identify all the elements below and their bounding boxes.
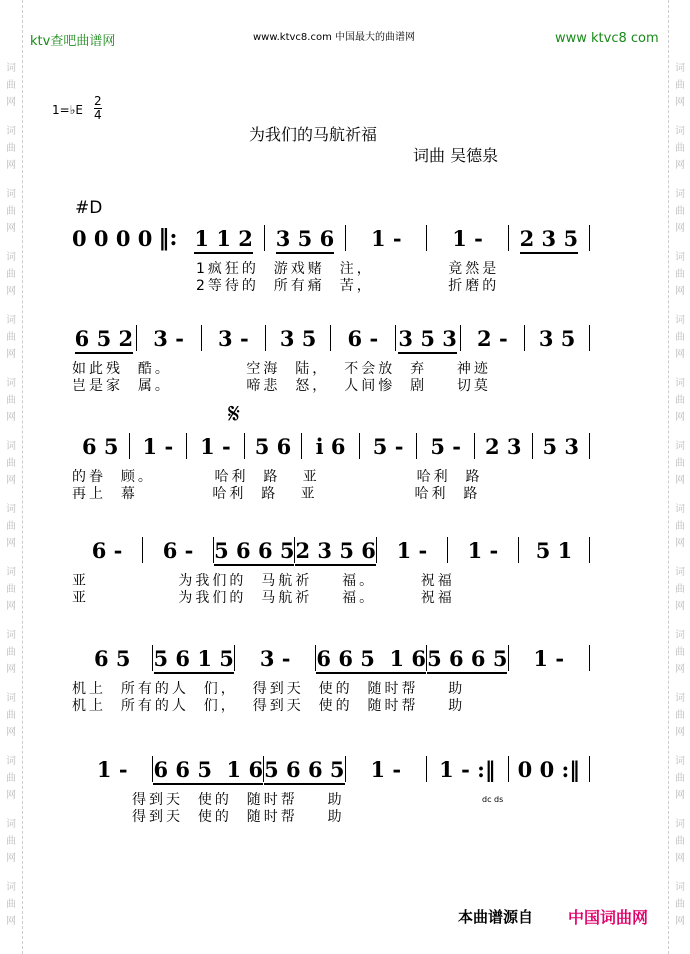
measure bbox=[72, 226, 152, 251]
right-border bbox=[668, 0, 669, 954]
measure bbox=[302, 434, 359, 459]
measure-notes: 3 5 bbox=[279, 325, 317, 351]
measure-notes: 6 - bbox=[162, 537, 194, 563]
measure bbox=[264, 757, 344, 782]
lyric-line: 亚 为我们的 马航祈 福。 祝福 bbox=[72, 573, 455, 589]
repeat-sign bbox=[158, 225, 177, 251]
measure-notes: 3 - bbox=[259, 645, 291, 671]
measure-notes: 1 - bbox=[96, 756, 128, 782]
measure bbox=[295, 538, 375, 563]
measure-notes: 5 - bbox=[372, 433, 404, 459]
measure-notes: 1 - bbox=[467, 537, 499, 563]
site-url-right[interactable]: www ktvc8 com bbox=[555, 31, 659, 46]
lyric-line: 2等待的 所有痛 苦， 折磨的 bbox=[196, 278, 500, 294]
measure bbox=[360, 434, 417, 459]
watermark-text: 词曲网 bbox=[6, 567, 16, 612]
watermark-text: 词曲网 bbox=[6, 63, 16, 108]
score-row bbox=[72, 645, 590, 671]
measure-notes: 1 - bbox=[200, 433, 231, 459]
measure bbox=[72, 538, 142, 563]
watermark-text: 词曲网 bbox=[675, 315, 685, 360]
measure-notes: i 6 bbox=[315, 433, 346, 459]
measure bbox=[72, 434, 129, 459]
watermark-text: 词曲网 bbox=[6, 252, 16, 297]
watermark-text: 词曲网 bbox=[675, 882, 685, 927]
measure bbox=[153, 757, 263, 782]
lyric-line: 得到天 使的 随时帮 助 bbox=[132, 809, 345, 825]
measure bbox=[137, 326, 201, 351]
lyric-line: 的眷 顾。 哈利 路 亚 哈利 路 bbox=[72, 469, 483, 485]
measure-notes: 3 - bbox=[153, 325, 184, 351]
measure-notes: ‖: bbox=[158, 225, 178, 251]
measure-notes: 6 5 bbox=[93, 645, 131, 671]
measure bbox=[346, 757, 426, 782]
measure bbox=[525, 326, 589, 351]
measure bbox=[266, 326, 330, 351]
measure-notes: 5 6 6 5 bbox=[264, 757, 344, 785]
measure-notes: 2 - bbox=[477, 325, 508, 351]
measure-notes: 1 - bbox=[142, 433, 174, 459]
measure-notes: 5 6 1 5 bbox=[154, 646, 234, 674]
lyric-line: 得到天 使的 随时帮 助 bbox=[132, 792, 345, 808]
measure bbox=[143, 538, 213, 563]
footer-site-link[interactable]: 中国词曲网 bbox=[568, 908, 649, 927]
footer-source-label: 本曲谱源自 bbox=[458, 908, 534, 926]
measure bbox=[475, 434, 532, 459]
watermark-text: 词曲网 bbox=[675, 567, 685, 612]
watermark-text: 词曲网 bbox=[675, 504, 685, 549]
measure bbox=[187, 434, 244, 459]
measure-notes: 3 5 3 bbox=[398, 326, 456, 354]
dc-ds-mark: dc ds bbox=[482, 795, 504, 804]
lyric-line: 亚 为我们的 马航祈 福。 祝福 bbox=[72, 590, 455, 606]
measure-notes: 1 - bbox=[452, 225, 483, 251]
watermark-text: 词曲网 bbox=[675, 63, 685, 108]
score-row bbox=[72, 756, 590, 782]
measure-notes: 1 - bbox=[370, 756, 402, 782]
lyric-line: 如此残 酷。 空海 陆， 不会放 弃 神迹 bbox=[72, 361, 491, 377]
left-border bbox=[22, 0, 23, 954]
watermark-text: 词曲网 bbox=[6, 378, 16, 423]
measure bbox=[461, 326, 525, 351]
segno-icon: 𝄋 bbox=[228, 397, 241, 430]
site-logo-left[interactable]: ktv查吧曲谱网 bbox=[30, 34, 116, 49]
bar-line bbox=[589, 537, 590, 563]
site-banner: www.ktvc8.com 中国最大的曲谱网 bbox=[253, 32, 416, 43]
measure-notes: 5 6 bbox=[254, 433, 292, 459]
lyric-line: 机上 所有的人 们， 得到天 使的 随时帮 助 bbox=[72, 698, 466, 714]
time-signature bbox=[94, 95, 102, 122]
measure bbox=[72, 757, 152, 782]
lyric-line: 再上 幕 哈利 路 亚 哈利 路 bbox=[72, 486, 481, 502]
measure-notes: 6 5 bbox=[82, 433, 119, 459]
measure bbox=[316, 646, 426, 671]
measure-notes: 1 - bbox=[370, 225, 402, 251]
watermark-text: 词曲网 bbox=[6, 819, 16, 864]
measure bbox=[72, 646, 152, 671]
measure bbox=[427, 226, 507, 251]
score-row bbox=[72, 433, 590, 459]
measure bbox=[417, 434, 474, 459]
watermark-text: 词曲网 bbox=[675, 630, 685, 675]
measure bbox=[396, 326, 460, 351]
score-row bbox=[72, 225, 590, 251]
measure-notes: 5 6 6 5 bbox=[427, 646, 507, 674]
score-row bbox=[72, 537, 590, 563]
measure-notes: 2 3 5 bbox=[520, 226, 578, 254]
measure-notes: 5 - bbox=[430, 433, 461, 459]
measure bbox=[265, 226, 345, 251]
watermark-text: 词曲网 bbox=[675, 756, 685, 801]
modulation-mark: #D bbox=[75, 198, 103, 218]
measure bbox=[427, 646, 507, 671]
time-bottom: 4 bbox=[94, 108, 102, 122]
watermark-text: 词曲网 bbox=[6, 189, 16, 234]
measure bbox=[184, 226, 264, 251]
lyric-line: 1疯狂的 游戏赌 注， 竟然是 bbox=[196, 261, 500, 277]
watermark-text: 词曲网 bbox=[6, 504, 16, 549]
measure bbox=[130, 434, 187, 459]
song-author: 词曲 吴德泉 bbox=[413, 146, 499, 165]
measure-notes: 3 - bbox=[218, 325, 249, 351]
watermark-text: 词曲网 bbox=[675, 441, 685, 486]
watermark-text: 词曲网 bbox=[675, 693, 685, 738]
watermark-text: 词曲网 bbox=[6, 315, 16, 360]
measure bbox=[509, 646, 589, 671]
lyric-line: 机上 所有的人 们， 得到天 使的 随时帮 助 bbox=[72, 681, 466, 697]
watermark-text: 词曲网 bbox=[6, 756, 16, 801]
measure bbox=[377, 538, 447, 563]
bar-line bbox=[589, 756, 590, 782]
measure-notes: 6 - bbox=[91, 537, 123, 563]
key-signature: 1=♭E bbox=[52, 103, 83, 117]
measure bbox=[331, 326, 395, 351]
measure bbox=[533, 434, 590, 459]
watermark-text: 词曲网 bbox=[675, 819, 685, 864]
measure-notes: 1 1 2 bbox=[194, 226, 252, 254]
lyric-line: 岂是家 属。 啼悲 怒， 人间惨 剧 切莫 bbox=[72, 378, 491, 394]
watermark-text: 词曲网 bbox=[675, 252, 685, 297]
measure-notes: 1 - bbox=[396, 537, 428, 563]
measure-notes: 3 5 6 bbox=[276, 226, 334, 254]
measure-notes: 5 3 bbox=[542, 433, 580, 459]
measure bbox=[153, 646, 233, 671]
measure bbox=[509, 226, 589, 251]
measure bbox=[214, 538, 294, 563]
measure-notes: 2 3 5 6 bbox=[295, 538, 375, 566]
watermark-text: 词曲网 bbox=[675, 189, 685, 234]
watermark-text: 词曲网 bbox=[6, 882, 16, 927]
measure-notes: 6 6 5 1 6 bbox=[316, 646, 426, 674]
measure bbox=[245, 434, 302, 459]
measure-notes: 5 1 bbox=[535, 537, 573, 563]
measure-notes: 0 0 :‖ bbox=[517, 756, 580, 782]
score-row bbox=[72, 325, 590, 351]
watermark-text: 词曲网 bbox=[6, 126, 16, 171]
measure-notes: 6 6 5 1 6 bbox=[153, 757, 263, 785]
measure bbox=[509, 757, 589, 782]
measure-notes: 1 - bbox=[533, 645, 565, 671]
watermark-text: 词曲网 bbox=[6, 630, 16, 675]
measure-notes: 1 - :‖ bbox=[439, 756, 496, 782]
measure bbox=[427, 757, 507, 782]
measure bbox=[519, 538, 589, 563]
measure bbox=[346, 226, 426, 251]
song-title: 为我们的马航祈福 bbox=[249, 125, 378, 144]
bar-line bbox=[589, 645, 590, 671]
measure-notes: 5 6 6 5 bbox=[214, 538, 294, 566]
measure bbox=[72, 326, 136, 351]
measure-notes: 3 5 bbox=[538, 325, 576, 351]
watermark-text: 词曲网 bbox=[675, 126, 685, 171]
time-top: 2 bbox=[94, 94, 102, 108]
measure bbox=[235, 646, 315, 671]
bar-line bbox=[589, 325, 590, 351]
measure bbox=[448, 538, 518, 563]
measure-notes: 0 0 0 0 bbox=[72, 225, 153, 251]
bar-line bbox=[589, 225, 590, 251]
measure-notes: 6 - bbox=[347, 325, 379, 351]
watermark-text: 词曲网 bbox=[6, 693, 16, 738]
watermark-text: 词曲网 bbox=[675, 378, 685, 423]
bar-line bbox=[589, 433, 590, 459]
measure bbox=[202, 326, 266, 351]
measure-notes: 6 5 2 bbox=[75, 326, 133, 354]
measure-notes: 2 3 bbox=[484, 433, 522, 459]
watermark-text: 词曲网 bbox=[6, 441, 16, 486]
